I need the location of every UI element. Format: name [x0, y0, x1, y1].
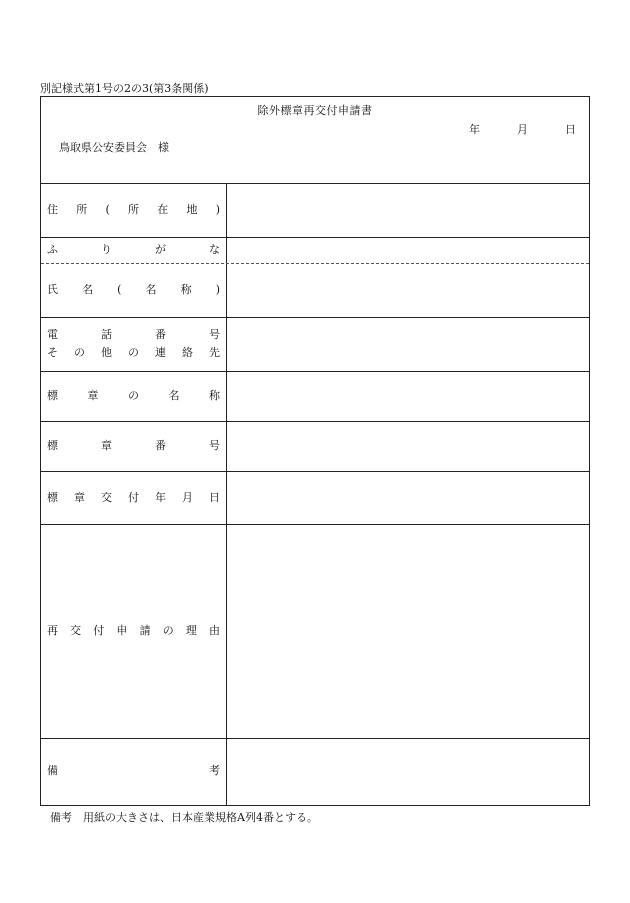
address-field[interactable]: [227, 184, 589, 237]
form-number-label: 別記様式第1号の2の3(第3条関係): [40, 82, 209, 95]
row-furigana: [41, 238, 589, 264]
row-label: [41, 318, 227, 371]
row-label: [41, 472, 227, 524]
row-label-text: ふ り が な: [47, 243, 220, 256]
reissue-reason-field[interactable]: [227, 525, 589, 738]
row-issue-date: [41, 472, 589, 525]
row-badge-number: [41, 422, 589, 472]
row-label-text: そ の 他 の 連 絡 先: [47, 346, 220, 359]
issue-date-field[interactable]: [227, 472, 589, 524]
form-title: 除外標章再交付申請書: [257, 104, 373, 117]
date-day-label: 日: [565, 123, 576, 136]
row-name: [41, 264, 589, 318]
row-label: [41, 525, 227, 738]
form-header: [41, 97, 589, 184]
name-field[interactable]: [227, 264, 589, 317]
row-label-text: 電 話 番 号: [47, 328, 220, 341]
row-remarks: [41, 739, 589, 805]
row-label-text: 氏 名 ( 名 称 ): [47, 283, 220, 296]
row-label-text: 標 章 の 名 称: [47, 389, 220, 402]
badge-name-field[interactable]: [227, 372, 589, 421]
phone-contact-field[interactable]: [227, 318, 589, 371]
row-address: [41, 184, 589, 238]
row-label-text: 再 交 付 申 請 の 理 由: [47, 624, 220, 637]
row-label: [41, 184, 227, 237]
badge-number-field[interactable]: [227, 422, 589, 471]
row-label-text: 標 章 番 号: [47, 439, 220, 452]
row-phone: [41, 318, 589, 372]
row-label-text: 住 所 ( 所 在 地 ): [47, 203, 220, 216]
paper-size-note: 備考 用紙の大きさは、日本産業規格A列4番とする。: [50, 811, 318, 824]
row-label-text: 備 考: [47, 764, 220, 777]
date-month-label: 月: [517, 123, 528, 136]
row-label: [41, 264, 227, 317]
application-form: [40, 96, 590, 806]
recipient-line: 鳥取県公安委員会 様: [59, 141, 169, 154]
row-badge-name: [41, 372, 589, 422]
row-label: [41, 238, 227, 263]
row-label: [41, 422, 227, 471]
furigana-field[interactable]: [227, 238, 589, 263]
row-label: [41, 372, 227, 421]
row-label: [41, 739, 227, 805]
date-year-label: 年: [469, 123, 480, 136]
row-label-text: 標 章 交 付 年 月 日: [47, 491, 220, 504]
remarks-field[interactable]: [227, 739, 589, 805]
row-reissue-reason: [41, 525, 589, 739]
